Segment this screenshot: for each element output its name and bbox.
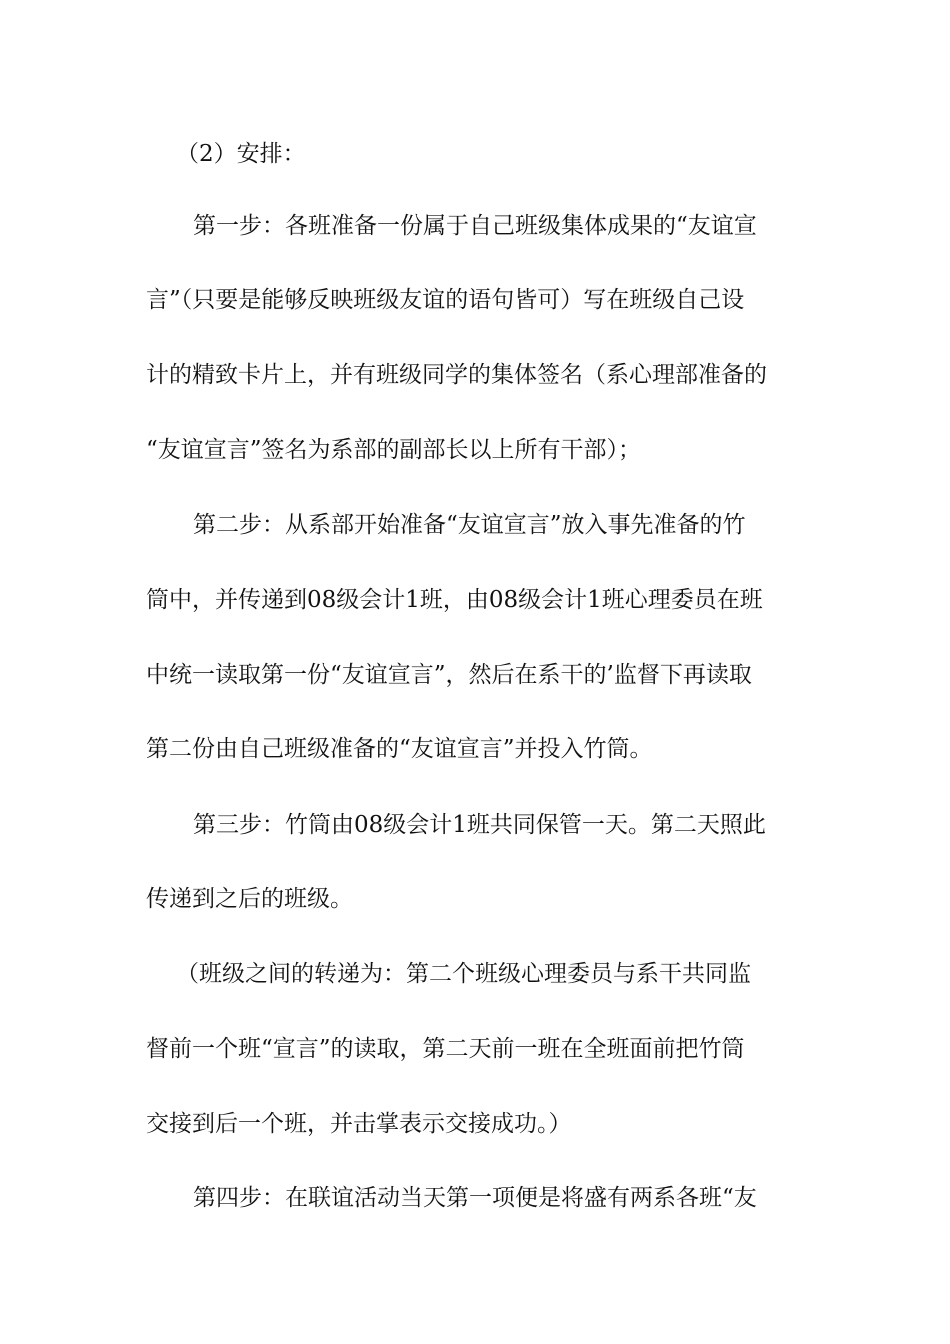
text-line: 计的精致卡片上，并有班级同学的集体签名（系心理部准备的 bbox=[146, 362, 767, 388]
text-line: （班级之间的转递为：第二个班级心理委员与系干共同监 bbox=[176, 961, 751, 987]
text-line: 言”（只要是能够反映班级友谊的语句皆可）写在班级自己设 bbox=[146, 287, 745, 313]
text-line: 传递到之后的班级。 bbox=[146, 886, 353, 912]
text-line: 中统一读取第一份“友谊宣言”，然后在系干的’监督下再读取 bbox=[146, 662, 752, 688]
text-line: “友谊宣言”签名为系部的副部长以上所有干部）； bbox=[146, 437, 642, 463]
text-line: 督前一个班“宣言”的读取，第二天前一班在全班面前把竹筒 bbox=[146, 1036, 745, 1062]
text-line: 第三步：竹筒由08级会计1班共同保管一天。第二天照此 bbox=[193, 812, 766, 838]
text-line: 第二步：从系部开始准备“友谊宣言”放入事先准备的竹 bbox=[193, 512, 746, 538]
text-line: 第一步：各班准备一份属于自己班级集体成果的“友谊宣 bbox=[193, 213, 757, 239]
text-line: （2）安排： bbox=[176, 141, 306, 167]
text-line: 第二份由自己班级准备的“友谊宣言”并投入竹筒。 bbox=[146, 736, 653, 762]
text-line: 第四步：在联谊活动当天第一项便是将盛有两系各班“友 bbox=[193, 1185, 757, 1211]
text-line: 交接到后一个班，并击掌表示交接成功。） bbox=[146, 1111, 572, 1137]
text-line: 筒中，并传递到08级会计1班，由08级会计1班心理委员在班 bbox=[146, 587, 763, 613]
